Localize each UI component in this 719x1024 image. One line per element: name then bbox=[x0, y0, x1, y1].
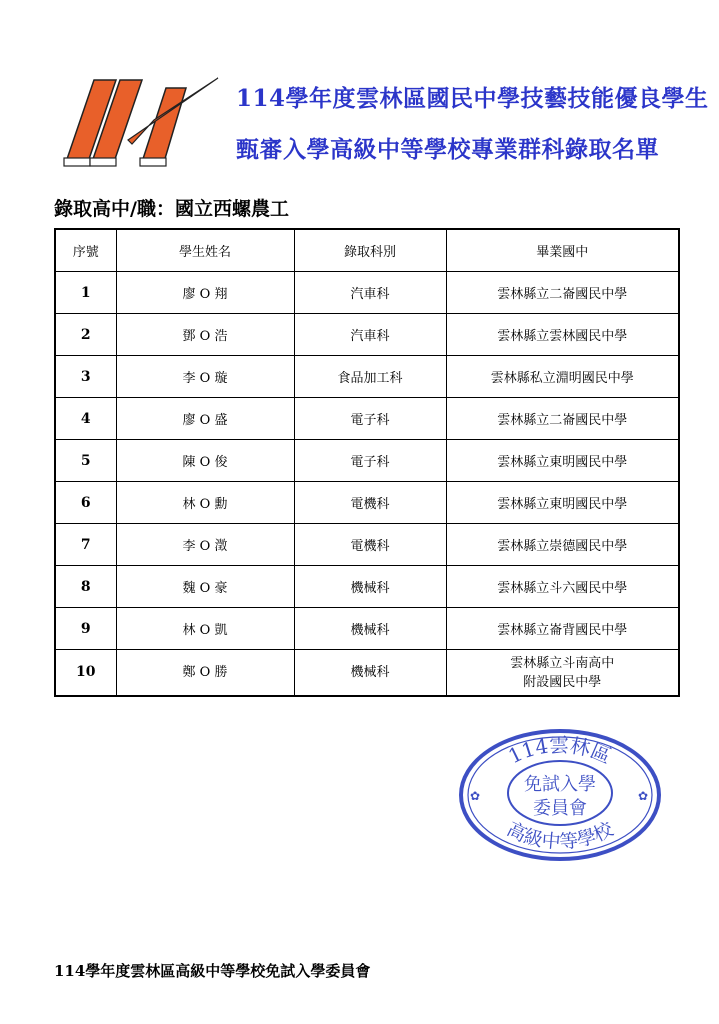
row-no: 7 bbox=[55, 524, 116, 566]
seal-inner-line-1: 免試入學 bbox=[524, 774, 596, 795]
row-school: 雲林縣立東明國民中學 bbox=[446, 482, 679, 524]
row-no: 3 bbox=[55, 356, 116, 398]
row-no: 4 bbox=[55, 398, 116, 440]
table-row bbox=[55, 650, 679, 697]
row-name: 魏 O 豪 bbox=[116, 566, 294, 608]
row-no: 10 bbox=[55, 650, 116, 697]
table-row bbox=[55, 356, 679, 398]
row-name: 廖 O 翔 bbox=[116, 272, 294, 314]
table-row bbox=[55, 524, 679, 566]
row-name: 鄭 O 勝 bbox=[116, 650, 294, 697]
row-no: 1 bbox=[55, 272, 116, 314]
seal-flower-icon: ✿ bbox=[470, 789, 481, 803]
column-header-name: 學生姓名 bbox=[116, 229, 294, 272]
table-row bbox=[55, 440, 679, 482]
table-row bbox=[55, 482, 679, 524]
row-no: 9 bbox=[55, 608, 116, 650]
document-title bbox=[236, 82, 709, 167]
table-header-row bbox=[55, 229, 679, 272]
row-dept: 機械科 bbox=[294, 608, 446, 650]
column-header-dept: 錄取科別 bbox=[294, 229, 446, 272]
footer-issuer: 114學年度雲林區高級中等學校免試入學委員會 bbox=[54, 962, 371, 980]
row-school bbox=[446, 650, 679, 697]
row-dept: 電機科 bbox=[294, 482, 446, 524]
row-school: 雲林縣立二崙國民中學 bbox=[446, 398, 679, 440]
row-dept: 汽車科 bbox=[294, 314, 446, 356]
row-dept: 機械科 bbox=[294, 566, 446, 608]
row-school: 雲林縣立雲林國民中學 bbox=[446, 314, 679, 356]
table-row bbox=[55, 398, 679, 440]
seal-flower-icon: ✿ bbox=[638, 789, 649, 803]
admission-table bbox=[54, 228, 680, 697]
table-row bbox=[55, 272, 679, 314]
row-name: 李 O 澂 bbox=[116, 524, 294, 566]
row-no: 5 bbox=[55, 440, 116, 482]
column-header-school: 畢業國中 bbox=[446, 229, 679, 272]
row-name: 廖 O 盛 bbox=[116, 398, 294, 440]
row-dept: 汽車科 bbox=[294, 272, 446, 314]
logo-bar-3 bbox=[142, 88, 186, 162]
row-dept: 電子科 bbox=[294, 440, 446, 482]
row-dept: 機械科 bbox=[294, 650, 446, 697]
title-line-1: 114學年度雲林區國民中學技藝技能優良學生 bbox=[236, 85, 709, 112]
row-no: 2 bbox=[55, 314, 116, 356]
table-row bbox=[55, 608, 679, 650]
row-name: 林 O 勳 bbox=[116, 482, 294, 524]
table-row bbox=[55, 566, 679, 608]
row-name: 李 O 璇 bbox=[116, 356, 294, 398]
column-header-no: 序號 bbox=[55, 229, 116, 272]
row-name: 林 O 凱 bbox=[116, 608, 294, 650]
row-school: 雲林縣私立淵明國民中學 bbox=[446, 356, 679, 398]
row-school-line-2: 附設國民中學 bbox=[523, 674, 602, 690]
row-school: 雲林縣立斗六國民中學 bbox=[446, 566, 679, 608]
row-school: 雲林縣立二崙國民中學 bbox=[446, 272, 679, 314]
table-row bbox=[55, 314, 679, 356]
official-seal bbox=[458, 728, 662, 862]
row-no: 8 bbox=[55, 566, 116, 608]
row-school-line-1: 雲林縣立斗南高中 bbox=[510, 655, 615, 671]
row-school: 雲林縣立東明國民中學 bbox=[446, 440, 679, 482]
row-dept: 電機科 bbox=[294, 524, 446, 566]
row-no: 6 bbox=[55, 482, 116, 524]
committee-logo bbox=[58, 70, 220, 170]
row-school: 雲林縣立崙背國民中學 bbox=[446, 608, 679, 650]
row-school: 雲林縣立崇德國民中學 bbox=[446, 524, 679, 566]
seal-outer-bottom-text: 高級中等學校 bbox=[503, 818, 617, 854]
admitted-school-heading: 錄取高中/職：國立西螺農工 bbox=[54, 198, 289, 220]
title-line-2: 甄審入學高級中等學校專業群科錄取名單 bbox=[236, 136, 659, 163]
row-name: 鄧 O 浩 bbox=[116, 314, 294, 356]
seal-inner-line-2: 委員會 bbox=[533, 798, 587, 819]
row-dept: 電子科 bbox=[294, 398, 446, 440]
row-dept: 食品加工科 bbox=[294, 356, 446, 398]
row-name: 陳 O 俊 bbox=[116, 440, 294, 482]
seal-outer-top-text: 114雲林區 bbox=[504, 732, 615, 769]
